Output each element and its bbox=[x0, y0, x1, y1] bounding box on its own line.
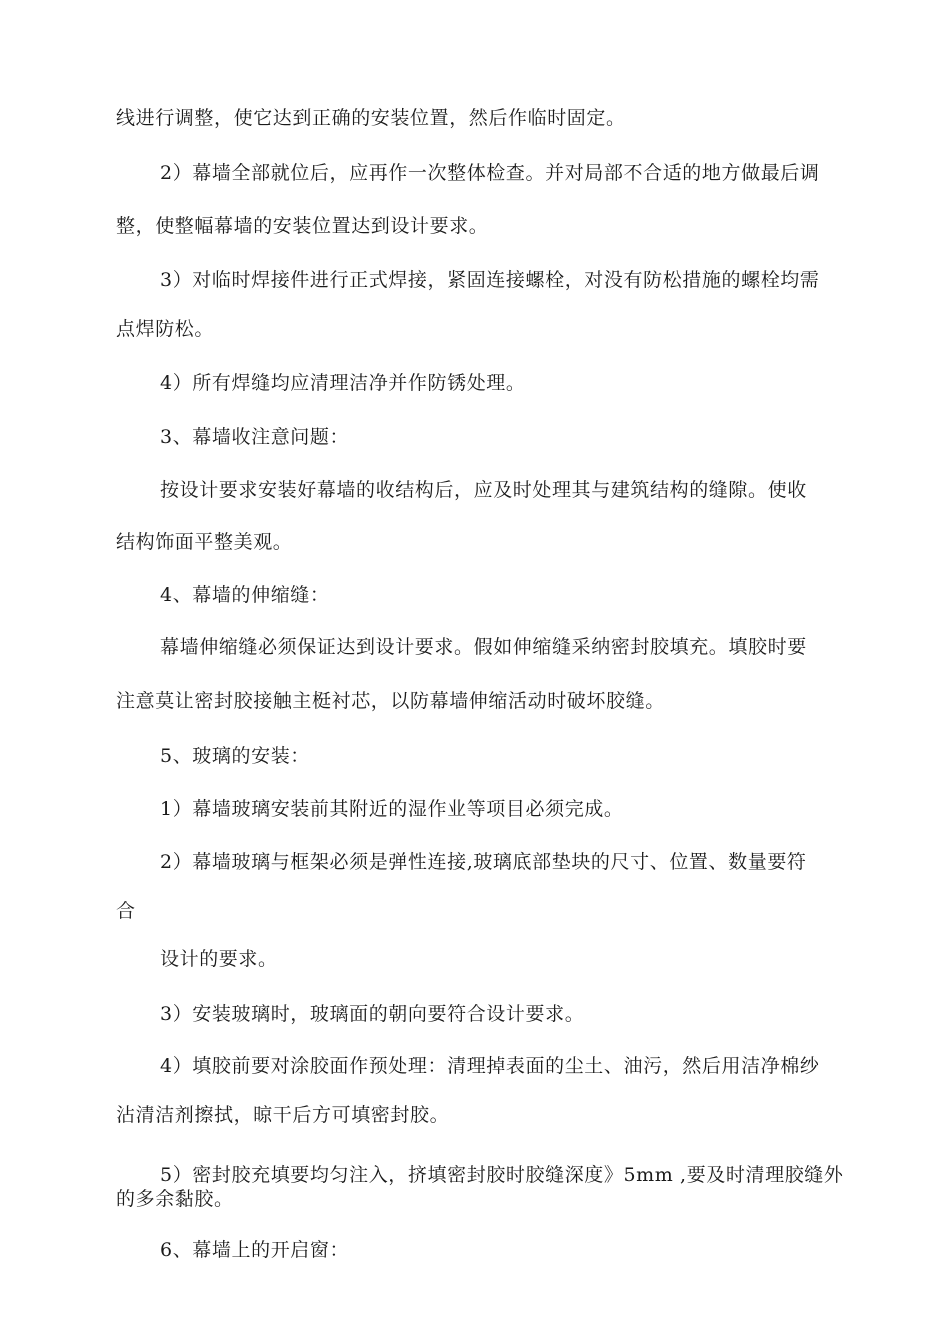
section-heading: 4、幕墙的伸缩缝： bbox=[160, 584, 330, 606]
text-paragraph: 5）密封胶充填要均匀注入，挤填密封胶时胶缝深度》5mm ,要及时清理胶缝外的多余黏胶。 bbox=[116, 1164, 844, 1210]
text-line: 4）填胶前要对涂胶面作预处理：清理掉表面的尘土、油污，然后用洁净棉纱 bbox=[160, 1055, 820, 1077]
text-line: 点焊防松。 bbox=[116, 318, 215, 340]
text-line: 3）对临时焊接件进行正式焊接，紧固连接螺栓，对没有防松措施的螺栓均需 bbox=[160, 269, 820, 291]
text-line: 线进行调整，使它达到正确的安装位置，然后作临时固定。 bbox=[116, 107, 626, 129]
text-line: 整，使整幅幕墙的安装位置达到设计要求。 bbox=[116, 215, 489, 237]
text-line: 沾清洁剂擦拭，晾干后方可填密封胶。 bbox=[116, 1104, 450, 1126]
text-line: 3）安装玻璃时，玻璃面的朝向要符合设计要求。 bbox=[160, 1003, 585, 1025]
section-heading: 6、幕墙上的开启窗： bbox=[160, 1239, 350, 1261]
text-line: 结构饰面平整美观。 bbox=[116, 531, 293, 553]
text-line: 1）幕墙玻璃安装前其附近的湿作业等项目必须完成。 bbox=[160, 798, 624, 820]
text-line: 2）幕墙玻璃与框架必须是弹性连接,玻璃底部垫块的尺寸、位置、数量要符 bbox=[160, 851, 807, 873]
text-line: 2）幕墙全部就位后，应再作一次整体检查。并对局部不合适的地方做最后调 bbox=[160, 162, 820, 184]
section-heading: 3、幕墙收注意问题： bbox=[160, 426, 350, 448]
section-heading: 5、玻璃的安装： bbox=[160, 745, 310, 767]
text-line: 设计的要求。 bbox=[160, 948, 278, 970]
text-line: 注意莫让密封胶接触主梃衬芯，以防幕墙伸缩活动时破坏胶缝。 bbox=[116, 690, 665, 712]
text-line: 幕墙伸缩缝必须保证达到设计要求。假如伸缩缝采纳密封胶填充。填胶时要 bbox=[160, 636, 807, 658]
text-line: 按设计要求安装好幕墙的收结构后，应及时处理其与建筑结构的缝隙。使收 bbox=[160, 479, 807, 501]
text-line: 4）所有焊缝均应清理洁净并作防锈处理。 bbox=[160, 372, 526, 394]
text-line: 合 bbox=[116, 900, 136, 922]
